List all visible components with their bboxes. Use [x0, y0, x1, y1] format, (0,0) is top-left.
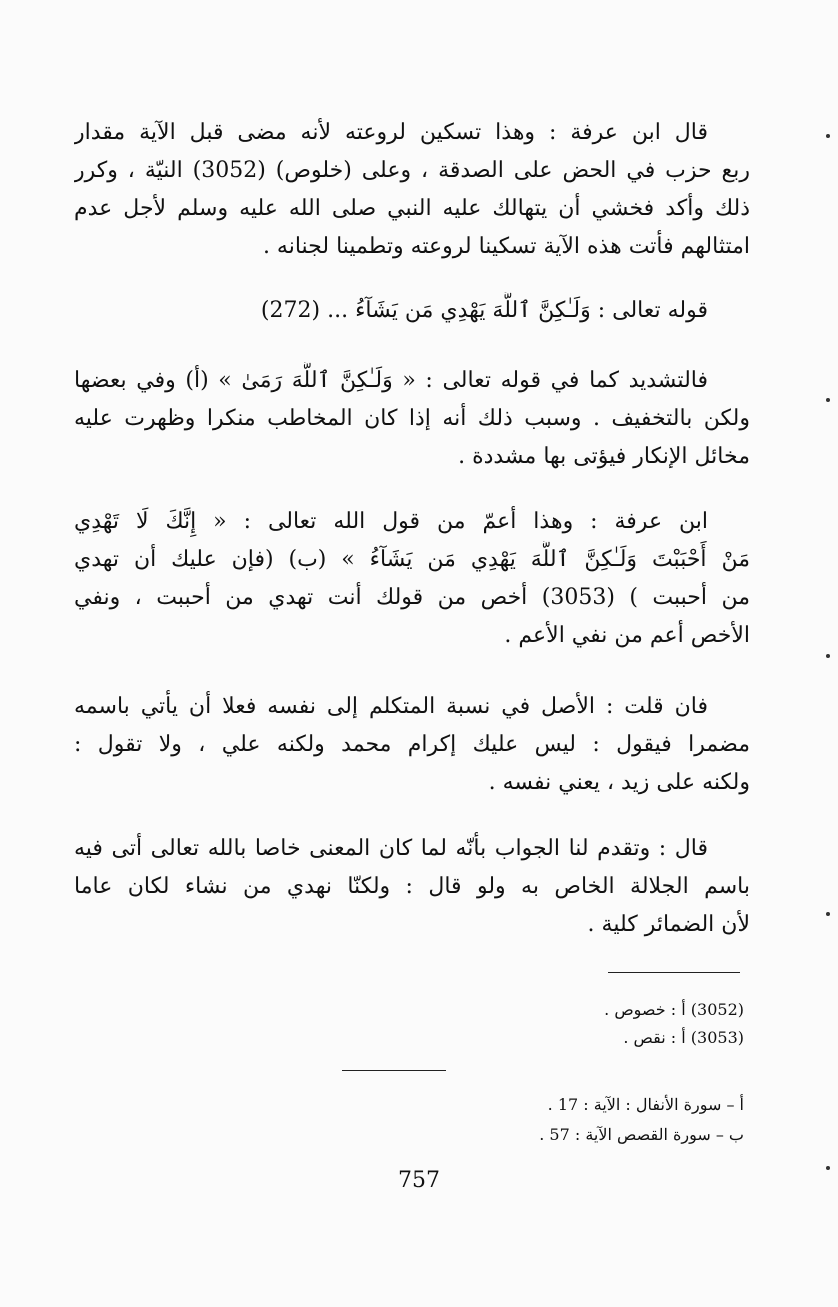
text-line: قال ابن عرفة : وهذا تسكين لروعته لأنه مضى قبل الآية مقدار — [74, 120, 708, 145]
scan-mark — [826, 134, 830, 138]
text-line: الأخص أعم من نفي الأعم . — [504, 623, 750, 648]
text-line: قوله تعالى : وَلَـٰكِنَّ ٱللَّهَ يَهْدِي مَن يَشَآءُ ... (272) — [260, 298, 708, 323]
text-line: امتثالهم فأتت هذه الآية تسكينا لروعته وتطمينا لجنانه . — [262, 234, 750, 259]
paragraph-tashdid — [74, 362, 750, 476]
text-line: مضمرا فيقول : ليس عليك إكرام محمد ولكنه علي ، ولا تقول : — [74, 732, 750, 757]
paragraph-verse-272 — [74, 292, 750, 330]
text-line: ابن عرفة : وهذا أعمّ من قول الله تعالى : « إِنَّكَ لَا تَهْدِي — [74, 509, 708, 534]
paragraph-ibn-arafa-reassurance — [74, 114, 750, 266]
text-line: فالتشديد كما في قوله تعالى : « وَلَـٰكِنَّ ٱللَّهَ رَمَىٰ » (أ) وفي بعضها — [74, 368, 708, 393]
text-line: لأن الضمائر كلية . — [587, 912, 750, 937]
footnote-separator — [608, 972, 740, 973]
text-line: باسم الجلالة الخاص به ولو قال : ولكنّا نهدي من نشاء لكان عاما — [74, 874, 750, 899]
scan-mark — [826, 912, 830, 916]
text-line: مَنْ أَحْبَبْتَ وَلَـٰكِنَّ ٱللَّهَ يَهْدِي مَن يَشَآءُ » (ب) (فإن عليك أن تهدي — [74, 547, 750, 572]
variant-note: (3052) أ : خصوص . — [604, 1000, 744, 1019]
text-line: قال : وتقدم لنا الجواب بأنّه لما كان المعنى خاصا بالله تعالى أتى فيه — [74, 836, 708, 861]
variant-note: (3053) أ : نقص . — [623, 1028, 744, 1047]
source-separator — [342, 1070, 446, 1071]
text-line: من أحببت ) (3053) أخص من قولك أنت تهدي من أحببت ، ونفي — [74, 585, 750, 610]
page-number: 757 — [398, 1168, 440, 1193]
text-line: ولكنه على زيد ، يعني نفسه . — [488, 770, 750, 795]
text-line: مخائل الإنكار فيؤتى بها مشددة . — [458, 444, 750, 469]
paragraph-generality — [74, 503, 750, 655]
scan-mark — [826, 654, 830, 658]
paragraph-answer — [74, 830, 750, 944]
paragraph-objection — [74, 688, 750, 802]
scan-mark — [826, 1166, 830, 1170]
source-note: أ – سورة الأنفال : الآية : 17 . — [547, 1095, 744, 1114]
source-note: ب – سورة القصص الآية : 57 . — [539, 1125, 744, 1144]
text-line: ولكن بالتخفيف . وسبب ذلك أنه إذا كان المخاطب منكرا وظهرت عليه — [74, 406, 750, 431]
scan-mark — [826, 398, 830, 402]
text-line: ربع حزب في الحض على الصدقة ، وعلى (خلوص) (3052) النيّة ، وكرر — [74, 158, 750, 183]
text-line: فان قلت : الأصل في نسبة المتكلم إلى نفسه فعلا أن يأتي باسمه — [74, 694, 708, 719]
text-line: ذلك وأكد فخشي أن يتهالك عليه النبي صلى الله عليه وسلم لأجل عدم — [74, 196, 750, 221]
